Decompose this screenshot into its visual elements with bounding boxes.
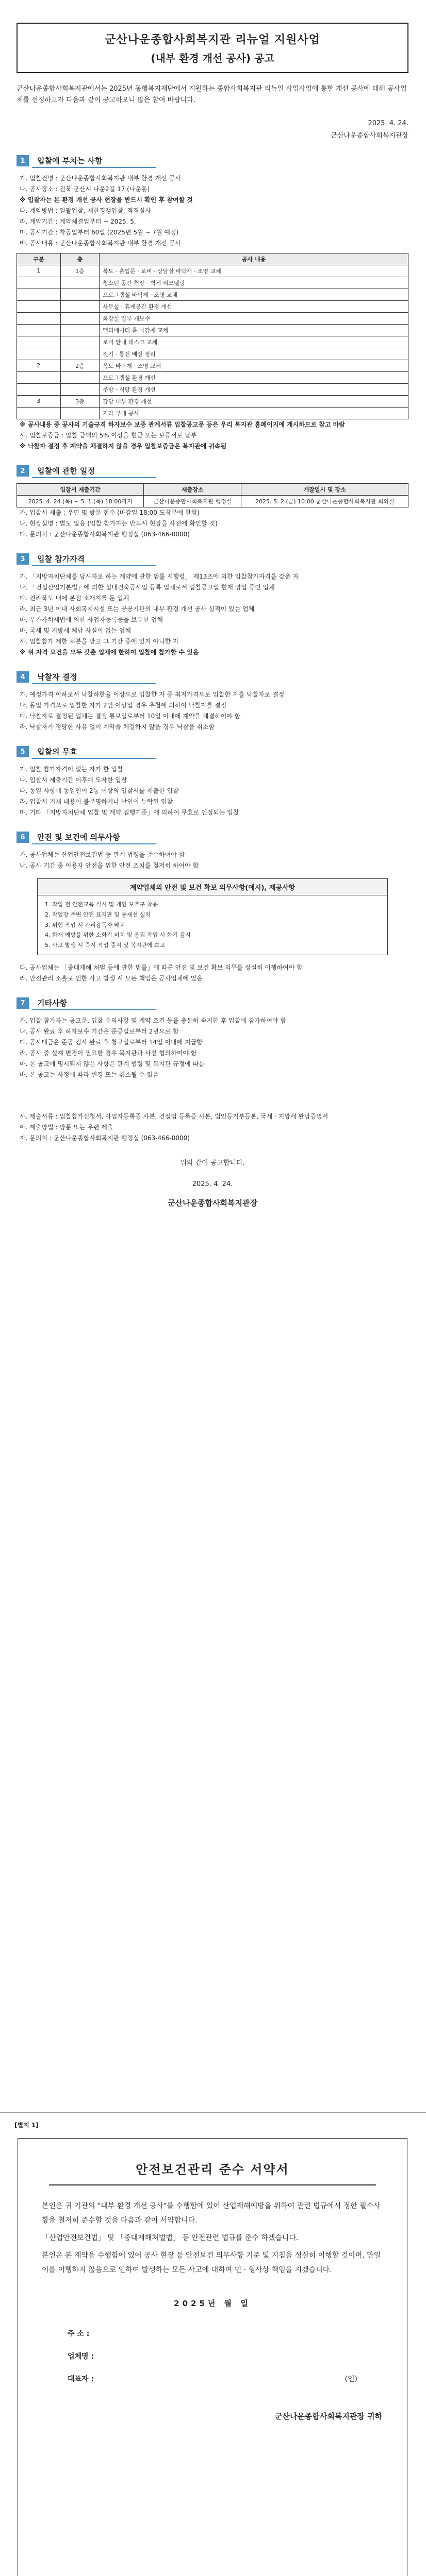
notice-intro: 군산나운종합사회복지관에서는 2025년 동행복지재단에서 지원하는 종합사회복지관 리뉴얼 사업사업에 통한 개선 공사에 대해 공사업체를 선정하고자 다음과 같이 공고하오니 많은 참여 바랍니다. [17,85,407,105]
table-cell [17,312,61,324]
form1-sig-address-label: 주 소 : [68,2330,90,2338]
section-line: 라. 안전관리 소홀로 인한 사고 발생 시 모든 책임은 공사업체에 있음 [20,974,203,982]
section-line: 사. 입찰보증금 : 입찰 금액의 5% 이상을 현금 또는 보증서로 납부 [20,431,197,439]
form1-sig-row-address [68,2322,357,2345]
section-label: 입찰의 무효 [32,745,156,759]
section-heading-5 [17,745,408,759]
form1-paragraph-3: 본인은 본 계약을 수행함에 있어 공사 현장 등 안전보건 의무사항 기준 및 지침을 성실히 이행할 것이며, 만일 이를 이행하지 않음으로 인하여 발생하는 모든 사고에 대하여 민 · 형사상 책임을 지겠습니다. [42,2251,381,2274]
section-heading-7 [17,996,408,1010]
table-header-cell: 제출장소 [144,483,241,495]
section-line: 라. 공사 중 설계 변경이 필요한 경우 복지관과 사전 협의하여야 함 [20,1049,197,1057]
form1-sig-company-label: 업체명 : [68,2352,94,2361]
table-cell [60,336,100,348]
table-cell: 로비 안내 데스크 교체 [100,336,408,348]
notice-title-box [17,23,408,73]
section-line: ※ 입찰자는 본 환경 개선 공사 현장을 반드시 확인 후 참여할 것 [20,196,193,204]
table-cell [17,383,61,395]
caution-line: 5. 사고 발생 시 즉시 작업 중지 및 복지관에 보고 [45,942,166,949]
table-cell: 프로그램실 바닥재 · 조명 교체 [100,289,408,300]
section-line: 가. 공사업체는 산업안전보건법 등 관계 법령을 준수하여야 함 [20,851,185,858]
caution-body [38,895,387,955]
table-cell [60,348,100,360]
table-cell: 2025. 4. 24.(목) ~ 5. 1.(목) 18:00까지 [17,495,144,507]
table-cell: 기타 부대 공사 [100,407,408,419]
table-row [17,312,408,324]
table-cell [17,300,61,312]
table-cell [60,383,100,395]
section-label: 입찰에 관한 일정 [32,464,156,478]
section-line: ※ 위 자격 요건을 모두 갖춘 업체에 한하여 입찰에 참가할 수 있음 [20,648,199,656]
table-row [17,383,408,395]
section-line: 라. 입찰서 기재 내용이 불분명하거나 날인이 누락된 입찰 [20,798,173,805]
table-cell: 강당 내부 환경 개선 [100,395,408,407]
section-line: 나. 입찰서 제출기간 이후에 도착한 입찰 [20,776,127,784]
table-row [17,371,408,383]
section-line: 마. 기타 「지방자치단체 입찰 및 계약 집행기준」에 의하여 무효로 인정되는 입찰 [20,808,239,816]
table-cell [17,371,61,383]
form1-sig-rep-label: 대표자 : [68,2375,94,2383]
caution-line: 2. 작업장 주변 안전 표지판 및 통제선 설치 [45,911,151,918]
table-row [17,289,408,300]
caution-box [37,878,388,955]
section-heading-1 [17,154,408,168]
table-cell [17,348,61,360]
table-cell [60,312,100,324]
table-cell: 2 [17,360,61,371]
section-line: 다. 전라북도 내에 본점 소재지를 둔 업체 [20,594,129,602]
table-cell: 청소년 공간 천장 · 벽체 리모델링 [100,277,408,289]
table-cell [60,289,100,300]
caution-line: 3. 위험 작업 시 관리감독자 배치 [45,921,125,928]
table-cell [17,324,61,336]
notice-closing-date: 2025. 4. 24. [192,1180,233,1188]
section-line: 가. 입찰건명 : 군산나운종합사회복지관 내부 환경 개선 공사 [20,174,181,182]
section-number: 3 [17,553,29,565]
section-line: 다. 낙찰자로 결정된 업체는 결정 통보일로부터 10일 이내에 계약을 체결하여야 함 [20,712,241,720]
notice-closing: 위와 같이 공고합니다. [180,1159,245,1167]
notice-org: 군산나운종합사회복지관장 [331,131,408,140]
table-cell: 엘리베이터 홀 마감재 교체 [100,324,408,336]
table-cell: 복도 바닥재 · 조명 교체 [100,360,408,371]
schedule-table [17,483,408,507]
table-cell [17,289,61,300]
section-line: 다. 동일 사항에 동일인이 2통 이상의 입찰서를 제출한 입찰 [20,787,179,794]
table-cell: 2025. 5. 2.(금) 10:00 군산나운종합사회복지관 회의실 [241,495,408,507]
caution-line: 4. 화재 예방을 위한 소화기 비치 및 용접 작업 시 화기 감시 [45,931,191,939]
table-row [17,407,408,419]
section-line: 바. 본 공고는 사정에 따라 변경 또는 취소될 수 있음 [20,1071,159,1078]
section-line: 라. 계약기간 : 계약체결일부터 ~ 2025. 5. [20,217,136,225]
table-cell [17,407,61,419]
table-cell: 프로그램실 환경 개선 [100,371,408,383]
form1-sig-rep-seal: (인) [345,2375,357,2383]
caution-title: 계약업체의 안전 및 보건 확보 의무사항(예시), 제공사항 [38,879,387,895]
section-line: 나. 공사 기간 중 이용자 안전을 위한 안전 조치를 철저히 하여야 함 [20,861,199,869]
section-line: 자. 문의처 : 군산나운종합사회복지관 행정실 (063-466-0000) [20,1134,190,1142]
section-line: 사. 제출서류 : 입찰참가신청서, 사업자등록증 사본, 건설업 등록증 사본, 법인등기부등본, 국세 · 지방세 완납증명서 [20,1112,329,1120]
form1-box [18,2138,407,2576]
notice-date-block [17,117,408,142]
form1-paragraphs [18,2199,407,2277]
table-cell: 전기 · 통신 배선 정리 [100,348,408,360]
section-line: ※ 낙찰자 결정 후 계약을 체결하지 않을 경우 입찰보증금은 복지관에 귀속됨 [20,442,227,450]
form1-sig-row-company [68,2345,357,2367]
section-line: 가. 「지방자치단체를 당사자로 하는 계약에 관한 법률 시행령」 제13조에 의한 입찰참가자격을 갖춘 자 [20,572,299,580]
section-label: 기타사항 [32,996,156,1010]
table-header-cell: 층 [60,253,100,265]
notice-title-line2: (내부 환경 개선 공사) 공고 [151,52,274,64]
table-row [17,277,408,289]
section-line: 마. 공사기간 : 착공일부터 60일 (2025년 5월 ~ 7월 예정) [20,228,179,236]
table-row [17,395,408,407]
form1-tag: [별지 1] [14,2122,39,2129]
section-heading-6 [17,831,408,844]
table-cell: 1층 [60,265,100,277]
section-number: 6 [17,832,29,843]
table-cell [60,371,100,383]
table-cell: 3 [17,395,61,407]
section-heading-4 [17,670,408,684]
form1-title-rule [49,2184,376,2185]
table-cell [60,324,100,336]
notice-date: 2025. 4. 24. [368,120,408,128]
section-line: 가. 예정가격 이하로서 낙찰하한율 이상으로 입찰한 자 중 최저가격으로 입찰한 자를 낙찰자로 결정 [20,690,285,698]
section-number: 2 [17,465,29,477]
spacer [17,1080,408,1111]
table-header-cell: 공사 내용 [100,253,408,265]
notice-document [17,23,408,1208]
section-line: 다. 공사대금은 준공 검사 완료 후 청구일로부터 14일 이내에 지급함 [20,1038,203,1046]
section-line: ※ 공사내용 중 공사의 기술규격 하자보수 보증 관계서류 입찰공고문 등은 우리 복지관 홈페이지에 게시하므로 참고 바람 [20,420,345,428]
section-heading-2 [17,464,408,478]
section-line: 가. 입찰 참가자격이 없는 자가 한 입찰 [20,765,123,773]
notice-closing-org: 군산나운종합사회복지관장 [168,1198,257,1208]
section-label: 입찰에 부치는 사항 [32,154,156,168]
section-number: 4 [17,671,29,683]
form1-sig-row-rep [68,2367,357,2390]
table-row [17,300,408,312]
table-header-row [17,483,408,495]
table-cell [60,277,100,289]
table-cell: 3층 [60,395,100,407]
form1-paragraph-2: 「산업안전보건법」 및 「중대재해처벌법」 등 안전관련 법규를 준수 하겠습니다. [42,2234,299,2242]
section-heading-3 [17,552,408,566]
section-number: 1 [17,155,29,166]
form1-addressee: 군산나운종합사회복지관장 귀하 [274,2412,382,2421]
table-row [17,495,408,507]
section-line: 나. 공사장소 : 전북 군산시 나운2길 17 (나운동) [20,185,150,193]
section-line: 사. 입찰참가 제한 처분을 받고 그 기간 중에 있지 아니한 자 [20,637,179,645]
form1-title: 안전보건관리 준수 서약서 [136,2162,289,2177]
section-line: 가. 입찰서 제출 : 우편 및 방문 접수 (마감일 18:00 도착분에 한함) [20,509,200,516]
notice-title-line1: 군산나운종합사회복지관 리뉴얼 지원사업 [105,33,320,46]
section-line: 다. 공사업체는 「중대재해 처벌 등에 관한 법률」에 따른 안전 및 보건 확보 의무를 성실히 이행하여야 함 [20,963,303,971]
table-header-row [17,253,408,265]
separator [0,2112,426,2113]
section-label: 안전 및 보건에 의무사항 [32,831,156,844]
table-cell: 사무실 · 휴게공간 환경 개선 [100,300,408,312]
table-cell [17,336,61,348]
section-line: 아. 제출방법 : 방문 또는 우편 제출 [20,1123,113,1131]
section-line: 마. 부가가치세법에 의한 사업자등록증을 보유한 업체 [20,616,163,623]
section-line: 다. 계약방법 : 일괄입찰, 제한경쟁입찰, 적격심사 [20,207,151,214]
table-cell: 화장실 일부 개보수 [100,312,408,324]
table-cell: 1 [17,265,61,277]
section-line: 나. 공사 완료 후 하자보수 기간은 준공일로부터 2년으로 함 [20,1027,179,1035]
section-line: 가. 입찰 참가자는 공고문, 입찰 유의사항 및 계약 조건 등을 충분히 숙지한 후 입찰에 참가하여야 함 [20,1016,286,1024]
section-line: 라. 낙찰자가 정당한 사유 없이 계약을 체결하지 않을 경우 낙찰을 취소함 [20,723,215,731]
table-row [17,348,408,360]
table-header-cell: 구분 [17,253,61,265]
section-line: 나. 현장설명 : 별도 없음 (입찰 참가자는 반드시 현장을 사전에 확인할 것) [20,519,218,527]
section-line: 나. 동일 가격으로 입찰한 자가 2인 이상일 경우 추첨에 의하여 낙찰자를 결정 [20,701,227,709]
caution-line: 1. 작업 전 안전교육 실시 및 개인 보호구 착용 [45,901,158,908]
table-header-cell: 입찰서 제출기간 [17,483,144,495]
section-label: 낙찰자 결정 [32,670,156,684]
section-line: 다. 문의처 : 군산나운종합사회복지관 행정실 (063-466-0000) [20,530,190,538]
section-line: 라. 최근 3년 이내 사회복지시설 또는 공공기관의 내부 환경 개선 공사 실적이 있는 업체 [20,605,255,613]
table-cell: 복도 · 출입문 · 로비 · 상담실 바닥재 · 조명 교체 [100,265,408,277]
table-header-cell: 개찰일시 및 장소 [241,483,408,495]
section-number: 7 [17,997,29,1009]
form1-paragraph-1: 본인은 귀 기관의 "내부 환경 개선 공사"를 수행함에 있어 산업재해예방을 위하여 관련 법규에서 정한 필수사항을 철저히 준수할 것을 다음과 같이 서약합니다. [42,2202,381,2225]
section-line: 마. 본 공고에 명시되지 않은 사항은 관계 법령 및 복지관 규정에 따름 [20,1060,205,1067]
section-line: 바. 공사내용 : 군산나운종합사회복지관 내부 환경 개선 공사 [20,239,181,247]
table-cell: 주방 · 식당 환경 개선 [100,383,408,395]
scope-table [17,253,408,419]
section-number: 5 [17,746,29,757]
table-cell [60,300,100,312]
form1-date: 2025년 월 일 [174,2299,251,2308]
table-cell: 군산나운종합사회복지관 행정실 [144,495,241,507]
section-label: 입찰 참가자격 [32,552,156,566]
section-line: 나. 「건설산업기본법」에 의한 실내건축공사업 등록 업체로서 입찰공고일 현재 영업 중인 업체 [20,583,275,591]
table-row [17,360,408,371]
table-cell [17,277,61,289]
form1-signature-block [18,2322,407,2390]
table-row [17,324,408,336]
section-line: 바. 국세 및 지방세 체납 사실이 없는 업체 [20,626,131,634]
table-row [17,336,408,348]
table-row [17,265,408,277]
table-cell [60,407,100,419]
notice-sections [17,154,408,1144]
table-cell: 2층 [60,360,100,371]
